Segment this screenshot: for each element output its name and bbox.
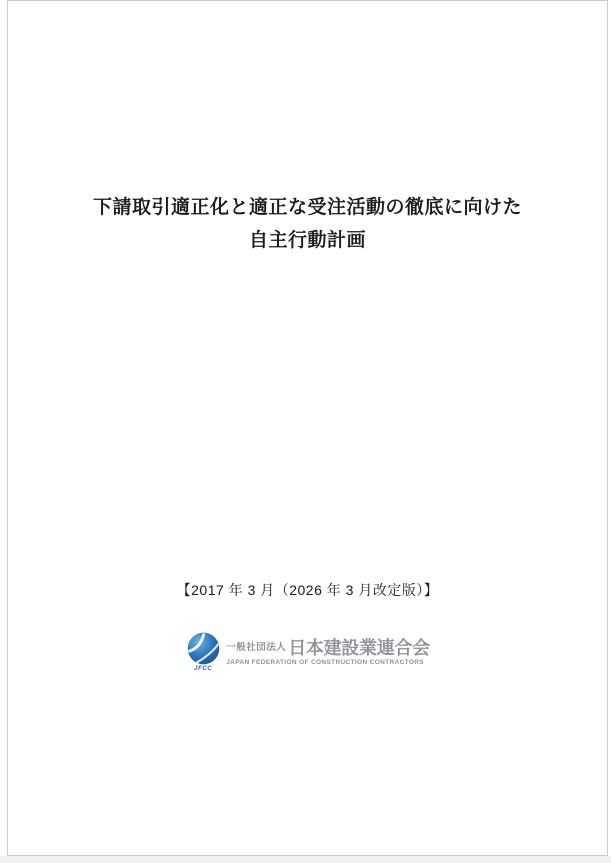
document-title-line2: 自主行動計画 <box>248 230 366 251</box>
logo-abbreviation: JFCC <box>194 666 213 672</box>
logo-mark <box>185 632 221 673</box>
globe-icon <box>187 632 220 665</box>
document-title-line1: 下請取引適正化と適正な受注活動の徹底に向けた <box>92 197 522 218</box>
org-type-label: 一般社団法人 <box>226 642 287 653</box>
title-block <box>8 191 607 257</box>
organization-logo <box>8 632 607 673</box>
org-name-japanese: 日本建設業連合会 <box>288 638 430 658</box>
logo-text-block <box>226 632 430 666</box>
org-name-english: JAPAN FEDERATION OF CONSTRUCTION CONTRACTORS <box>226 659 424 666</box>
document-page <box>7 0 608 856</box>
edition-date-line: 【2017 年 3 月（2026 年 3 月改定版）】 <box>176 582 439 598</box>
viewer-background-strip <box>0 856 611 863</box>
logo-name-row <box>226 638 430 658</box>
